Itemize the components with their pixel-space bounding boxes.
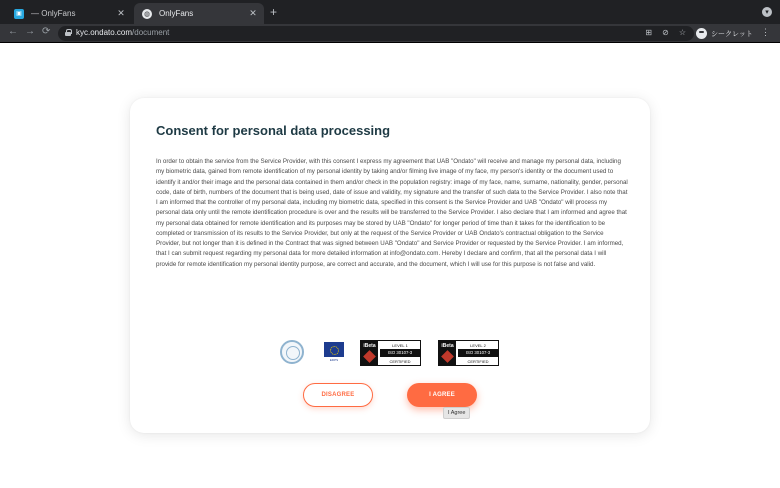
eu-flag-icon [324, 342, 344, 357]
tab-title: OnlyFans [159, 9, 194, 18]
tab-onlyfans-2[interactable] [134, 3, 264, 24]
close-icon[interactable]: ✕ [117, 8, 125, 18]
ibeta-level2-badge [438, 340, 499, 366]
reload-icon[interactable]: ⟳ [42, 26, 51, 37]
ibeta-logo: iBeta [439, 341, 456, 365]
back-icon[interactable]: ← [8, 26, 18, 37]
seal-badge-icon [280, 340, 304, 364]
agree-tooltip: I Agree [443, 407, 470, 419]
tab-search-icon[interactable]: ▾ [762, 7, 772, 17]
url-host: kyc.ondato.com [76, 28, 133, 37]
page-title: Consent for personal data processing [156, 123, 391, 138]
consent-card [130, 98, 650, 433]
star-icon[interactable]: ☆ [678, 28, 686, 37]
address-bar-icons [645, 28, 686, 37]
browser-tab-bar [0, 0, 780, 24]
new-tab-button[interactable]: + [270, 5, 278, 19]
badge-iso: ISO 30107-3 [458, 349, 498, 357]
url-path: /document [132, 28, 170, 37]
site-favicon-icon: ▣ [14, 9, 24, 19]
profile-label: シークレット [711, 30, 753, 38]
eu-badge-caption: EDPS [329, 358, 339, 362]
tab-onlyfans-1[interactable] [6, 3, 132, 24]
close-icon[interactable]: ✕ [249, 8, 257, 18]
browser-toolbar [0, 24, 780, 43]
badge-level: LEVEL 1 [392, 343, 408, 348]
incognito-icon [696, 28, 707, 39]
ibeta-logo: iBeta [361, 341, 378, 365]
badge-level: LEVEL 2 [470, 343, 486, 348]
badge-certified: CERTIFIED [467, 359, 489, 364]
badge-certified: CERTIFIED [389, 359, 411, 364]
ibeta-level1-badge [360, 340, 421, 366]
globe-icon: ◍ [143, 10, 151, 18]
more-menu-icon[interactable]: ⋮ [761, 27, 770, 37]
url-text [76, 28, 169, 37]
badge-iso: ISO 30107-3 [380, 349, 420, 357]
disagree-button[interactable]: DISAGREE [303, 383, 373, 407]
eye-off-icon[interactable]: ⊘ [662, 28, 669, 37]
tab-title: — OnlyFans [31, 9, 76, 18]
translate-icon[interactable]: ⊞ [645, 28, 653, 37]
incognito-profile-button[interactable] [696, 26, 753, 41]
lock-icon [65, 29, 71, 36]
forward-icon[interactable]: → [25, 26, 35, 37]
address-bar[interactable] [58, 26, 694, 41]
consent-text: In order to obtain the service from the Service Provider, with this consent I express my agreement that UAB "Ondato" will receive and manage my personal data, including my biometric data, gained from remote identification of my personal identity by taking and/or filming live image of my face, my person's identity or the document used to identify it and/or their image and the personal data contained in them and/or check in the population registry: image of my face, name, surname, nationality, gender, personal code, date of birth, numbers of the document that is being used, date of issue and validity, my signature and the transfer of such data to the Service Provider. I also note that I am informed that the controller of my personal data, including my biometric data, specified in this consent is the Service Provider and UAB "Ondato" will process my personal data only until the remote identification procedure is over and the results will be transferred to the Service Provider. I also declare that I am informed and agree that my personal data obtained for remote identification and its purposes may be stored by UAB "Ondato" for longer period of time than it takes for the identification to be completed or transmission of its results to the Service Provider, but only at the request of the Service Provider or UAB Ondato's contractual obligation to the Service Provider, but not longer than it is defined in the Contract that was signed between UAB "Ondato" and Service Provider or requested by the Service Provider. I am informed, that I can submit request regarding my personal data for more detailed information at info@ondato.com. Hereby I declare and confirm, that all the personal data I will provide for remote identification my personal identity purpose, are correct and accurate, and the document, which I will use for this purpose is not false and valid. [156, 158, 628, 268]
agree-button[interactable]: I AGREE [407, 383, 477, 407]
